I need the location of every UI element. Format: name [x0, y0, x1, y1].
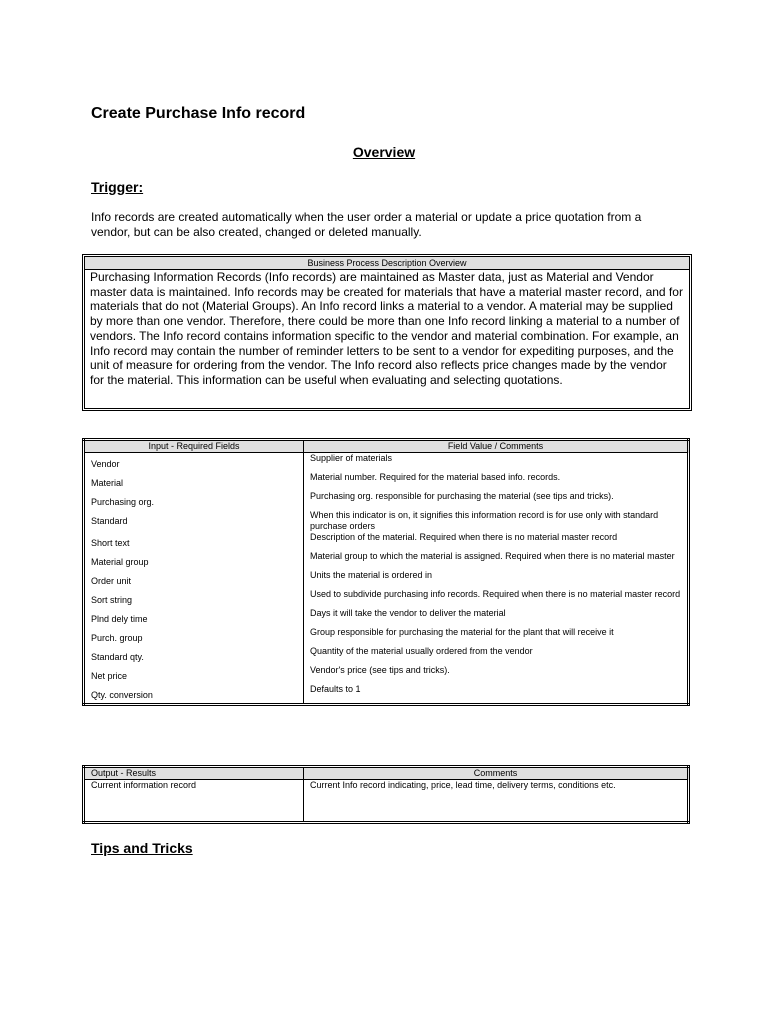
- trigger-heading: Trigger:: [91, 179, 144, 195]
- business-process-text: Purchasing Information Records (Info records) are maintained as Master data, just as Material and Vendor master data is maintained. Info records may be created for materials that have a material master record, and for materials that do not (Material Groups). An Info record links a material to a vendor. A material may be supplied by more than one vendor. Therefore, there could be more than one Info record linking a material to a number of vendors. The Info record contains information specific to the vendor and material combination. For example, an Info record may contain the number of reminder letters to be sent to a vendor for expediting purposes, and the unit of measure for ordering from the vendor. The Info record also reflects price changes made by the vendor for the material. This information can be useful when evaluating and selecting quotations.: [90, 270, 683, 387]
- table-row: [84, 665, 689, 684]
- field-label: Purch. group: [84, 627, 304, 646]
- page-title: Create Purchase Info record: [91, 105, 306, 122]
- trigger-description: Info records are created automatically when the user order a material or update a price quotation from a vendor, but can be also created, changed or deleted manually.: [91, 210, 642, 239]
- table-row: [84, 608, 689, 627]
- field-label: Standard: [84, 510, 304, 532]
- business-process-box: [82, 254, 692, 411]
- input-fields-table: [82, 438, 690, 706]
- field-comment: Purchasing org. responsible for purchasing the material (see tips and tricks).: [310, 491, 614, 501]
- field-comment: Days it will take the vendor to deliver the material: [310, 608, 506, 618]
- field-comment: Units the material is ordered in: [310, 570, 433, 580]
- table-row: [84, 532, 689, 551]
- table-row: [84, 646, 689, 665]
- field-label: Material: [84, 472, 304, 491]
- field-comment: Vendor's price (see tips and tricks).: [310, 665, 450, 675]
- table-row: [84, 491, 689, 510]
- field-value-header: Field Value / Comments: [304, 440, 689, 453]
- field-comment: Description of the material. Required when there is no material master record: [310, 532, 618, 542]
- field-comment: Material number. Required for the material based info. records.: [310, 472, 561, 482]
- table-row: [84, 780, 689, 823]
- field-comment: Supplier of materials: [310, 453, 393, 463]
- field-label: Standard qty.: [84, 646, 304, 665]
- field-comment: Used to subdivide purchasing info records. Required when there is no material master record: [310, 589, 681, 599]
- business-process-header: Business Process Description Overview: [85, 257, 689, 270]
- tips-heading: Tips and Tricks: [91, 840, 193, 856]
- field-comment: Defaults to 1: [310, 684, 361, 694]
- field-comment: Material group to which the material is assigned. Required when there is no material master: [310, 551, 675, 561]
- table-row: [84, 589, 689, 608]
- field-label: Net price: [84, 665, 304, 684]
- input-fields-header: Input - Required Fields: [84, 440, 304, 453]
- field-comment: When this indicator is on, it signifies this information record is for use only with standard purchase orders: [310, 510, 659, 531]
- table-row: [84, 684, 689, 705]
- table-row: [84, 551, 689, 570]
- output-results-header: Output - Results: [84, 767, 304, 780]
- table-row: [84, 627, 689, 646]
- field-label: Short text: [84, 532, 304, 551]
- field-label: Material group: [84, 551, 304, 570]
- output-comment: Current Info record indicating, price, lead time, delivery terms, conditions etc.: [310, 780, 616, 790]
- field-label: Order unit: [84, 570, 304, 589]
- field-label: Purchasing org.: [84, 491, 304, 510]
- field-label: Plnd dely time: [84, 608, 304, 627]
- field-label: Vendor: [84, 453, 304, 473]
- table-row: [84, 472, 689, 491]
- output-results-table: [82, 765, 690, 824]
- output-result: Current information record: [84, 780, 304, 823]
- overview-heading: Overview: [352, 144, 416, 160]
- table-row: [84, 510, 689, 532]
- field-label: Sort string: [84, 589, 304, 608]
- field-comment: Quantity of the material usually ordered from the vendor: [310, 646, 533, 656]
- table-row: [84, 453, 689, 473]
- field-comment: Group responsible for purchasing the material for the plant that will receive it: [310, 627, 614, 637]
- field-label: Qty. conversion: [84, 684, 304, 705]
- table-row: [84, 570, 689, 589]
- output-comments-header: Comments: [304, 767, 689, 780]
